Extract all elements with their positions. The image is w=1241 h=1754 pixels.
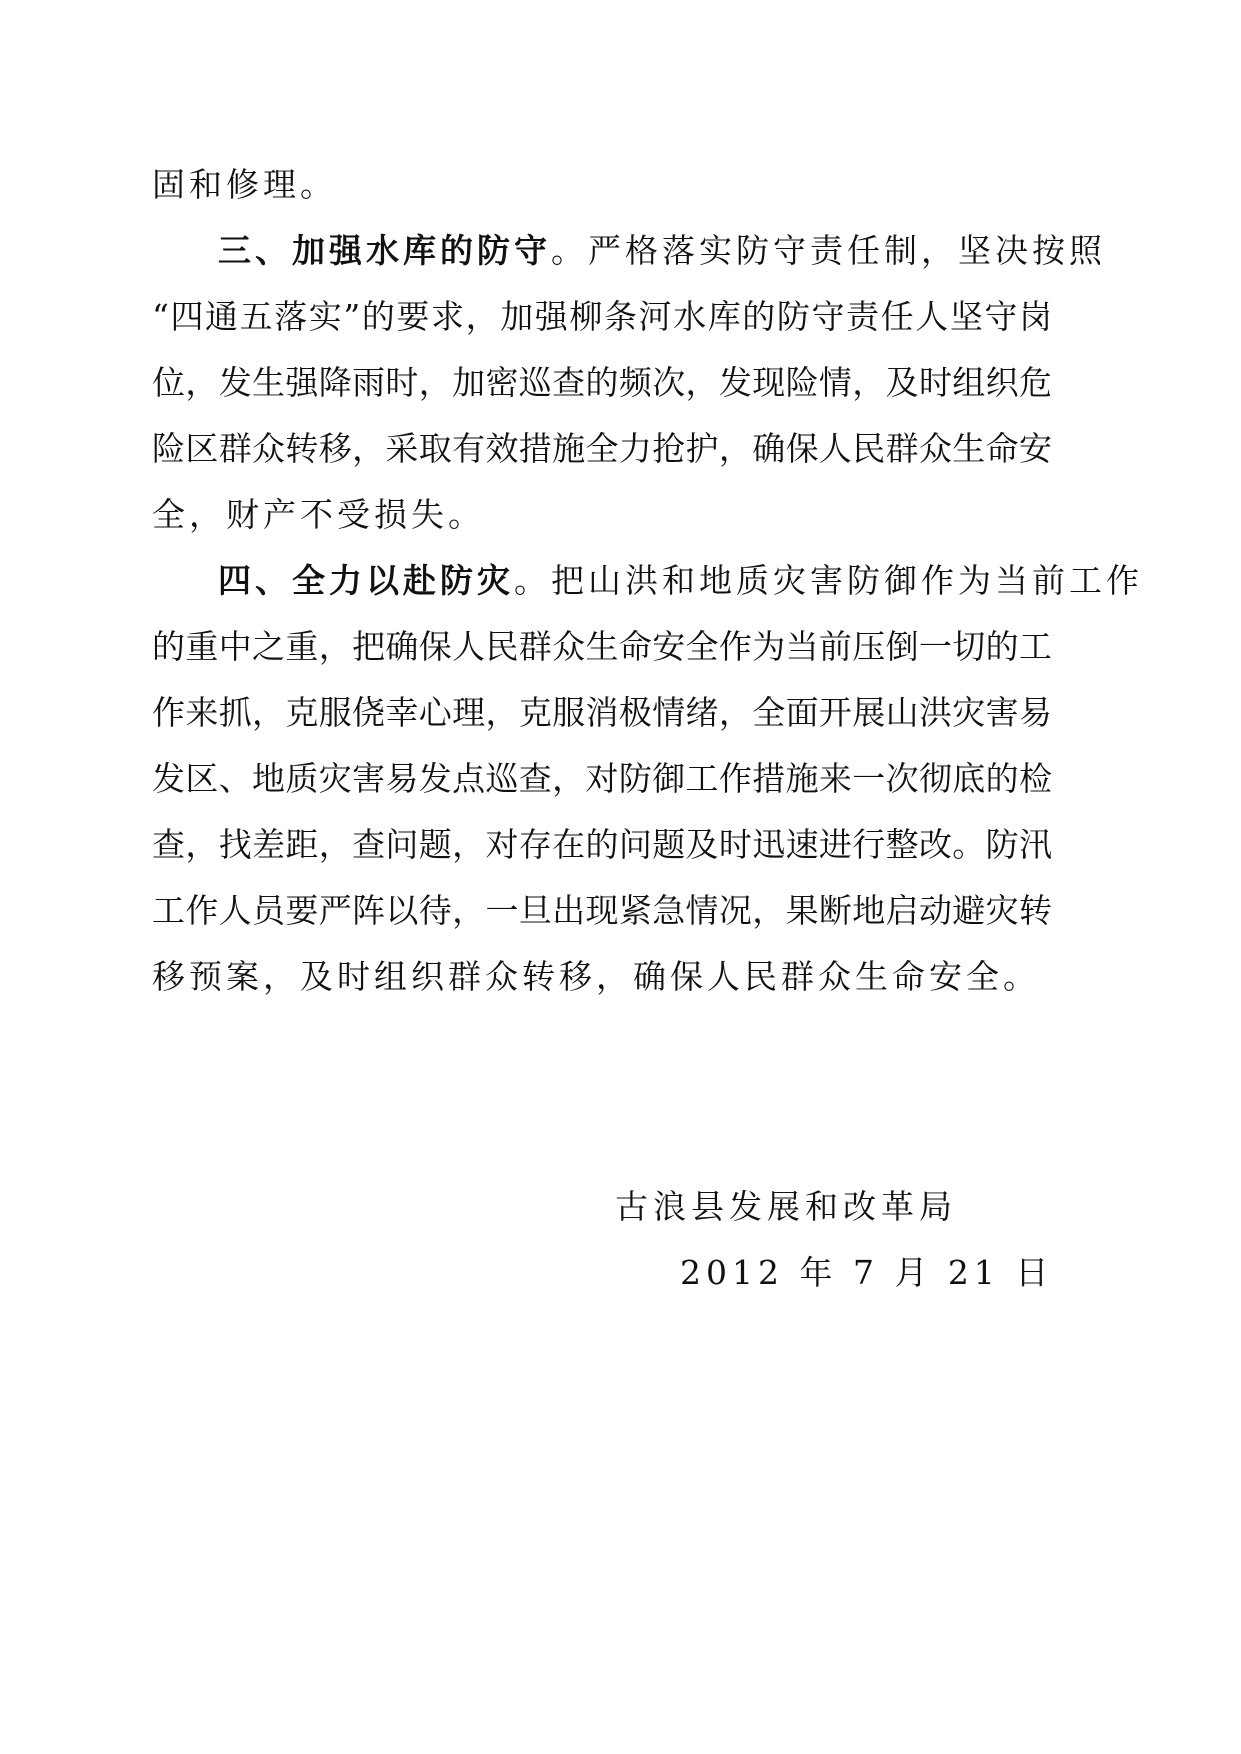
paragraph-line: [152, 482, 1052, 548]
paragraph-line: [152, 416, 1052, 482]
line-text: 工作人员要严阵以待，一旦出现紧急情况，果断地启动避灾转: [152, 891, 1052, 930]
paragraph-line: [152, 812, 1052, 878]
signature-date: 2012 年 7 月 21 日: [680, 1253, 1054, 1292]
line-text: 移预案，及时组织群众转移，确保人民群众生命安全。: [152, 957, 1040, 996]
line-text: 。把山洪和地质灾害防御作为当前工作: [514, 561, 1143, 600]
section-heading: 三、加强水库的防守: [218, 231, 551, 270]
line-text: 的重中之重，把确保人民群众生命安全作为当前压倒一切的工: [152, 627, 1052, 666]
line-text: 位，发生强降雨时，加密巡查的频次，发现险情，及时组织危: [152, 363, 1052, 402]
paragraph-line: [152, 878, 1052, 944]
paragraph-line: [152, 152, 1052, 218]
line-text: 发区、地质灾害易发点巡查，对防御工作措施来一次彻底的检: [152, 759, 1052, 798]
paragraph-line: [152, 680, 1052, 746]
paragraph-line: [152, 284, 1052, 350]
paragraph-line: [152, 614, 1052, 680]
section-heading: 四、全力以赴防灾: [218, 561, 514, 600]
line-text: 固和修理。: [152, 165, 337, 204]
section-three-first-line: [218, 218, 1106, 284]
line-text: “四通五落实”的要求，加强柳条河水库的防守责任人坚守岗: [152, 297, 1052, 336]
line-text: 险区群众转移，采取有效措施全力抢护，确保人民群众生命安: [152, 429, 1052, 468]
line-text: 作来抓，克服侥幸心理，克服消极情绪，全面开展山洪灾害易: [152, 693, 1052, 732]
paragraph-line: [152, 350, 1052, 416]
section-four-first-line: [218, 548, 1143, 614]
paragraph-line: [152, 746, 1052, 812]
line-text: 。严格落实防守责任制，坚决按照: [551, 231, 1106, 270]
line-text: 查，找差距，查问题，对存在的问题及时迅速进行整改。防汛: [152, 825, 1052, 864]
line-text: 全，财产不受损失。: [152, 495, 485, 534]
signature-organization: 古浪县发展和改革局: [615, 1187, 957, 1226]
paragraph-line: [152, 944, 1052, 1010]
